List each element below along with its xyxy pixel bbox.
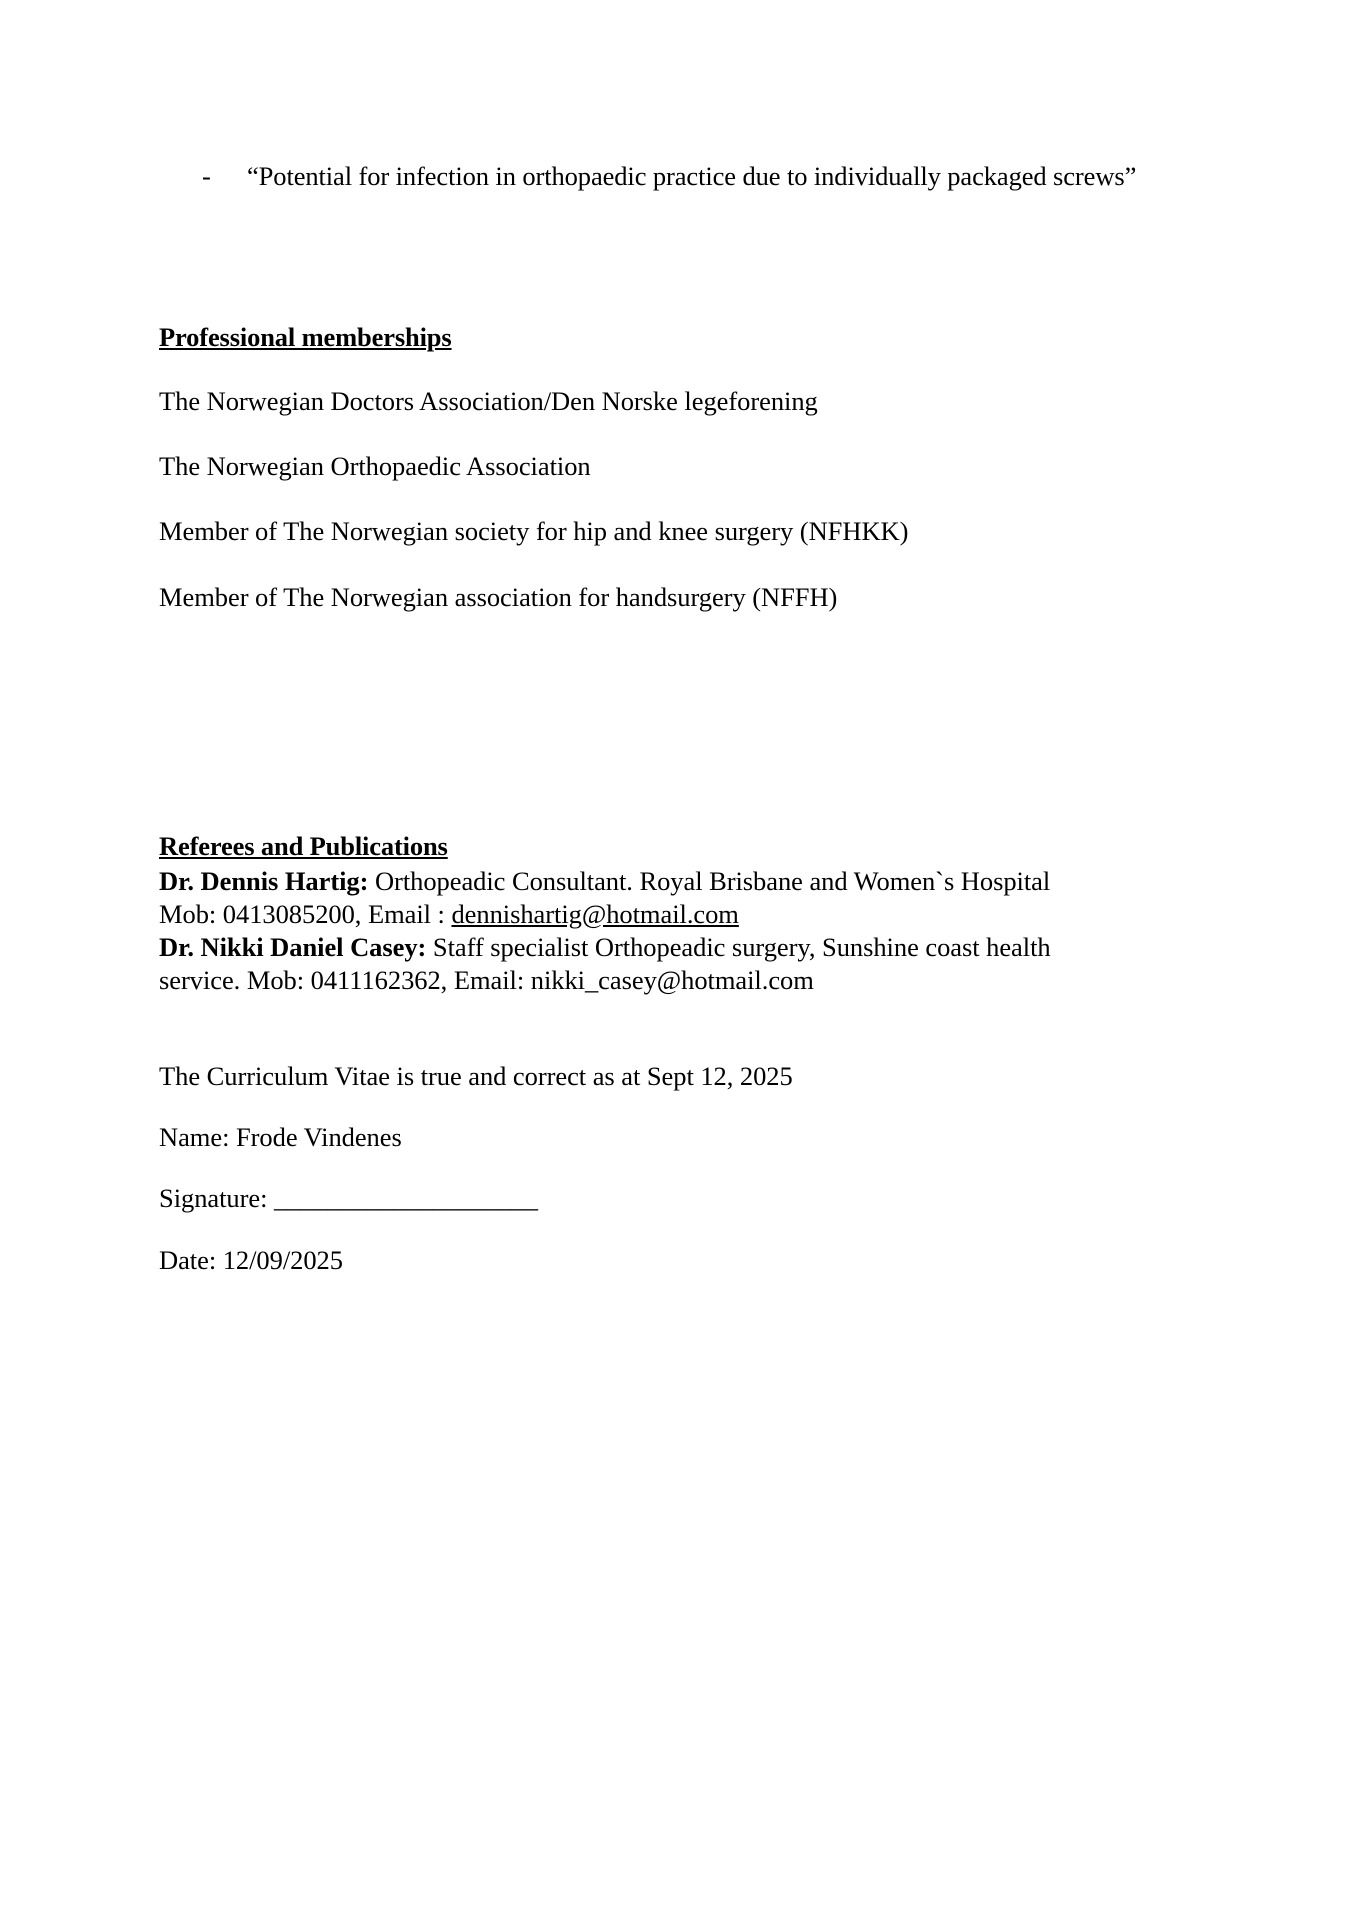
referee-1-contact-line [159, 963, 1169, 997]
bullet-marker-icon: - [202, 161, 211, 191]
publication-bullet-list [159, 158, 1159, 194]
membership-item-0: The Norwegian Doctors Association/Den Norske legeforening [159, 386, 818, 416]
referee-1-contact-prefix: service. Mob: 0411162362, Email: [159, 965, 531, 995]
section-heading-professional-memberships: Professional memberships [159, 322, 452, 352]
referee-1-role: Staff specialist Orthopeadic surgery, Sunshine coast health [426, 932, 1051, 962]
referee-0-contact-prefix: Mob: 0413085200, Email : [159, 899, 452, 929]
list-item [159, 158, 1159, 194]
declaration-statement: The Curriculum Vitae is true and correct as at Sept 12, 2025 [159, 1061, 793, 1091]
bullet-text: “Potential for infection in orthopaedic practice due to individually packaged screws” [247, 161, 1137, 191]
referee-0-contact-line [159, 897, 1169, 931]
referee-0-email-link[interactable]: dennishartig@hotmail.com [451, 899, 739, 929]
signatory-name-line: Name: Frode Vindenes [159, 1122, 402, 1152]
referee-0-role: Orthopeadic Consultant. Royal Brisbane and Women`s Hospital [368, 866, 1051, 896]
membership-item-1: The Norwegian Orthopaedic Association [159, 451, 591, 481]
date-line: Date: 12/09/2025 [159, 1245, 343, 1275]
referee-0-role-line [159, 864, 1169, 898]
membership-item-2: Member of The Norwegian society for hip and knee surgery (NFHKK) [159, 516, 909, 546]
referee-1-name: Dr. Nikki Daniel Casey: [159, 932, 427, 962]
signature-line [159, 1181, 1169, 1215]
referee-1-email[interactable]: nikki_casey@hotmail.com [530, 965, 814, 995]
signature-label: Signature: [159, 1183, 274, 1213]
section-heading-referees-and-publications: Referees and Publications [159, 831, 448, 861]
signature-blank-field[interactable]: ____________________ [274, 1183, 539, 1213]
referee-0-name: Dr. Dennis Hartig: [159, 866, 369, 896]
referee-1-role-line [159, 930, 1169, 964]
membership-item-3: Member of The Norwegian association for handsurgery (NFFH) [159, 582, 838, 612]
